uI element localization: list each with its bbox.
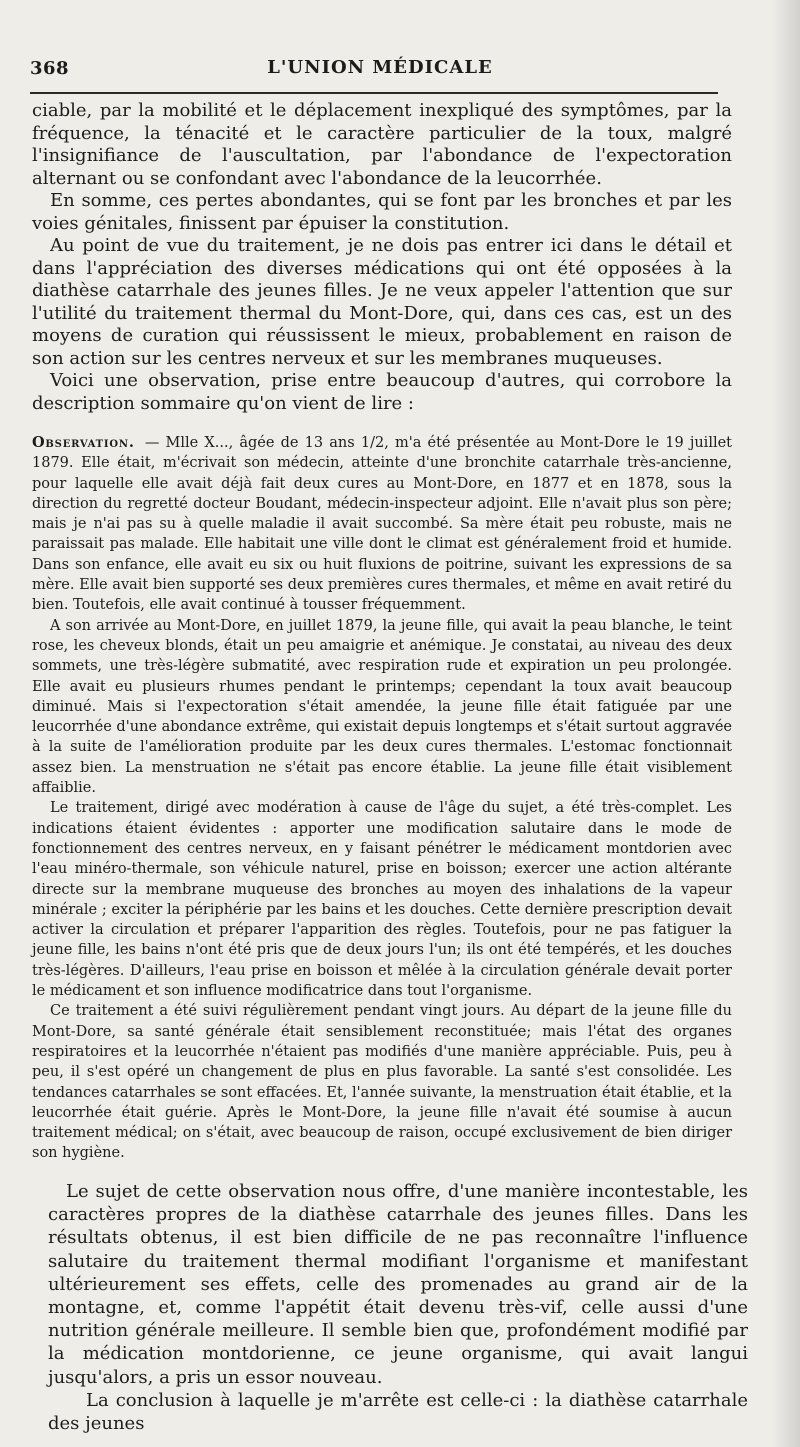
observation-paragraph-2: A son arrivée au Mont-Dore, en juillet 1879, la jeune fille, qui avait la peau blanche, le teint rose, les cheveux blonds, était un peu amaigrie et anémique. Je constatai, au niveau des deux sommets, une très-légère submatité, avec respiration rude et expiration un peu prolongée. Elle avait eu plusieurs rhumes pendant le printemps; cependant la toux avait beaucoup diminué. Mais si l'expectoration s'était amendée, la jeune fille était fatiguée par une leucorrhée d'une abondance extrême, qui existait depuis longtemps et s'était surtout aggravée à la suite de l'amélioration produite par les deux cures thermales. L'estomac fonctionnait assez bien. La menstruation ne s'était pas encore établie. La jeune fille était visiblement affaiblie.	[32, 617, 732, 797]
conclusion-section	[48, 1180, 748, 1435]
paragraph-1: ciable, par la mobilité et le déplacement inexpliqué des symptômes, par la fréquence, la ténacité et le caractère particulier de la toux, malgré l'insignifiance de l'auscultation, par l'abondance de l'expectoration alternant ou se confondant avec l'abondance de la leucorrhée.	[32, 100, 732, 189]
page-header	[30, 52, 730, 86]
paragraph-2: En somme, ces pertes abondantes, qui se font par les bronches et par les voies génitales, finissent par épuiser la constitution.	[32, 190, 732, 234]
running-title: L'UNION MÉDICALE	[267, 57, 493, 78]
paragraph-4: Voici une observation, prise entre beaucoup d'autres, qui corrobore la description sommaire qu'on vient de lire :	[32, 370, 732, 414]
observation-paragraph-3: Le traitement, dirigé avec modération à cause de l'âge du sujet, a été très-complet. Les indications étaient évidentes : apporter une modification salutaire dans le mode de fonctionnement des centres nerveux, en y faisant pénétrer le médicament montdorien avec l'eau minéro-thermale, son véhicule naturel, prise en boisson; exercer une action altérante directe sur la membrane muqueuse des bronches au moyen des inhalations de la vapeur minérale ; exciter la périphérie par les bains et les douches. Cette dernière prescription devait activer la circulation et préparer l'apparition des règles. Toutefois, pour ne pas fatiguer la jeune fille, les bains n'ont été pris que de deux jours l'un; ils ont été tempérés, et les douches très-légères. D'ailleurs, l'eau prise en boisson et mêlée à la circulation générale devait porter le médicament et son influence modificatrice dans tout l'organisme.	[32, 800, 732, 1000]
final-line: La conclusion à laquelle je m'arrête est celle-ci : la diathèse catarrhale des jeunes	[48, 1389, 748, 1435]
observation-paragraph-4: Ce traitement a été suivi régulièrement pendant vingt jours. Au départ de la jeune fille du Mont-Dore, sa santé générale était sensiblement reconstituée; mais l'état des organes respiratoires et la leucorrhée n'étaient pas modifiés d'une manière appréciable. Puis, peu à peu, il s'est opéré un changement de plus en plus favorable. La santé s'est consolidée. Les tendances catarrhales se sont effacées. Et, l'année suivante, la menstruation était établie, et la leucorrhée était guérie. Après le Mont-Dore, la jeune fille n'avait été soumise à aucun traitement médical; on s'était, avec beaucoup de raison, occupé exclusivement de bien diriger son hygiène.	[32, 1003, 732, 1162]
page-number: 368	[30, 58, 70, 79]
intro-section	[32, 100, 732, 415]
observation-paragraph-1	[32, 433, 732, 616]
conclusion-paragraph: Le sujet de cette observation nous offre, d'une manière incontestable, les caractères propres de la diathèse catarrhale des jeunes filles. Dans les résultats obtenus, il est bien difficile de ne pas reconnaître l'influence salutaire du traitement thermal modifiant l'organisme et manifestant ultérieurement ses effets, celle des promenades au grand air de la montagne, et, comme l'appétit était devenu très-vif, celle aussi d'une nutrition générale meilleure. Il semble bien que, profondément modifié par la médication montdorienne, ce jeune organisme, qui avait langui jusqu'alors, a pris un essor nouveau.	[48, 1181, 748, 1388]
observation-label: Observation.	[32, 434, 135, 451]
observation-text-1: — Mlle X..., âgée de 13 ans 1/2, m'a été présentée au Mont-Dore le 19 juillet 1879. Elle était, m'écrivait son médecin, atteinte d'une bronchite catarrhale très-ancienne, pour laquelle elle avait déjà fait deux cures au Mont-Dore, en 1877 et en 1878, sous la direction du regretté docteur Boudant, médecin-inspecteur adjoint. Elle n'avait plus son père; mais je n'ai pas su à quelle maladie il avait succombé. Sa mère était peu robuste, mais ne paraissait pas malade. Elle habitait une ville dont le climat est généralement froid et humide. Dans son enfance, elle avait eu six ou huit fluxions de poitrine, suivant les expressions de sa mère. Elle avait bien supporté ses deux premières cures thermales, et même en avait retiré du bien. Toutefois, elle avait continué à tousser fréquemment.	[32, 435, 732, 614]
main-text	[32, 100, 732, 1164]
paragraph-3: Au point de vue du traitement, je ne dois pas entrer ici dans le détail et dans l'appréciation des diverses médications qui ont été opposées à la diathèse catarrhale des jeunes filles. Je ne veux appeler l'attention que sur l'utilité du traitement thermal du Mont-Dore, qui, dans ces cas, est un des moyens de curation qui réussissent le mieux, probablement en raison de son action sur les centres nerveux et sur les membranes muqueuses.	[32, 235, 732, 369]
observation-section	[32, 433, 732, 1164]
paper-edge-shadow	[772, 0, 800, 1447]
header-rule	[30, 92, 718, 94]
